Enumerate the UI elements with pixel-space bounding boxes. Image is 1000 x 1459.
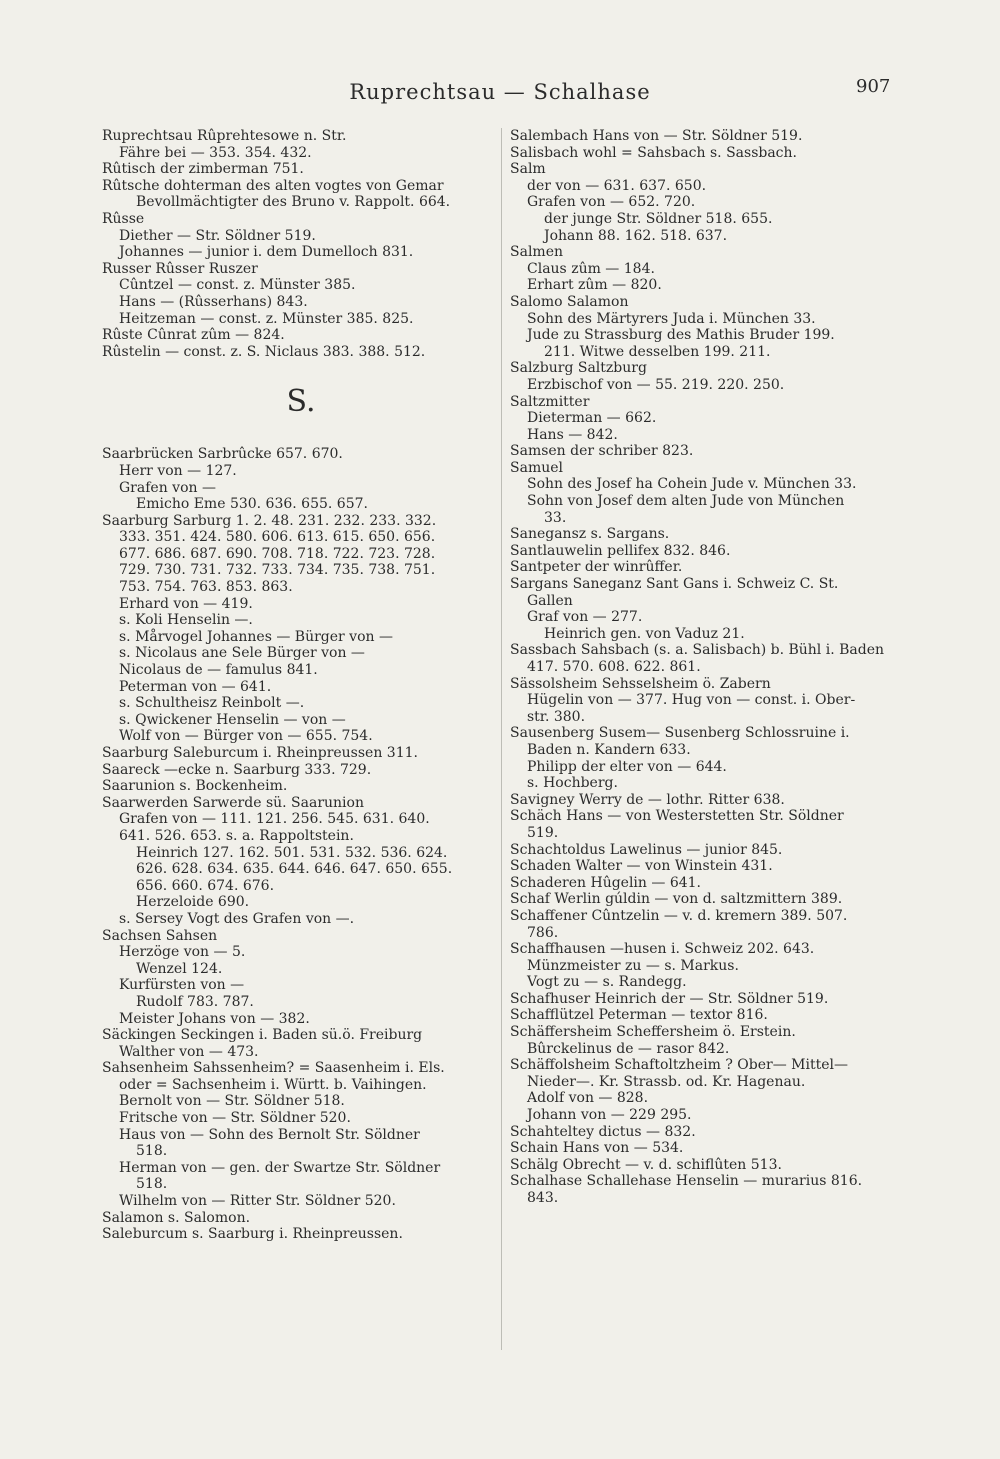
index-entry-line: Sohn des Märtyrers Juda i. München 33. [527,310,816,327]
index-entry-line: str. 380. [527,708,586,725]
index-entry-line: Herr von — 127. [119,462,237,479]
index-entry-line: Erhart zûm — 820. [527,277,662,294]
index-entry-line: Savigney Werry de — lothr. Ritter 638. [510,791,785,808]
index-entry-line: Herzeloide 690. [136,894,250,911]
index-entry-line: Walther von — 473. [119,1043,259,1060]
index-entry-line: Wilhelm von — Ritter Str. Söldner 520. [119,1193,396,1210]
index-entry-line: Saarburg Saleburcum i. Rheinpreussen 311. [102,745,418,761]
index-entry-line: Schäffolsheim Schaftoltzheim ? Ober— Mittel— [510,1057,849,1074]
index-entry-line: Schafhuser Heinrich der — Str. Söldner 519. [510,990,829,1007]
index-entry-line: Schaden Walter — von Winstein 431. [510,858,773,875]
index-entry-line: s. Schultheisz Reinbolt —. [119,695,305,712]
index-entry-line: Salisbach wohl = Sahsbach s. Sassbach. [510,144,797,161]
index-entry-line: 753. 754. 763. 853. 863. [119,579,293,596]
index-entry-line: Nicolaus de — famulus 841. [119,662,318,679]
index-entry-line: Saarburg Sarburg 1. 2. 48. 231. 232. 233. 332. [102,512,437,529]
index-entry-line: Emicho Eme 530. 636. 655. 657. [136,496,368,513]
index-entry-line: Vogt zu — s. Randegg. [527,974,687,991]
index-entry-line: 677. 686. 687. 690. 708. 718. 722. 723. 728. [119,545,436,562]
index-entry-line: Bernolt von — Str. Söldner 518. [119,1093,345,1110]
index-entry-line: Schaffhausen —husen i. Schweiz 202. 643. [510,941,815,958]
index-entry-line: Russer Rûsser Ruszer [102,260,258,277]
index-entry-line: Philipp der elter von — 644. [527,758,727,775]
index-entry-line: Samsen der schriber 823. [510,443,694,460]
index-entry-line: Schaffener Cûntzelin — v. d. kremern 389. 507. [510,907,848,924]
index-entry-line: Rûtsche dohterman des alten vogtes von Gemar [102,177,444,194]
page-number: 907 [856,76,891,97]
index-entry-line: Saarwerden Sarwerde sü. Saarunion [102,794,364,811]
index-entry-line: Herzöge von — 5. [119,944,246,961]
index-entry-line: Heinrich 127. 162. 501. 531. 532. 536. 624. [136,844,448,861]
index-entry-line: Salamon s. Salomon. [102,1209,251,1226]
index-entry-line: Wenzel 124. [136,960,223,977]
index-entry-line: Sargans Saneganz Sant Gans i. Schweiz C. St. [510,576,839,593]
index-entry-line: Sahsenheim Sahssenheim? = Saasenheim i. Els. [102,1060,445,1077]
index-entry-line: Bûrckelinus de — rasor 842. [527,1040,730,1057]
index-entry-line: Fähre bei — 353. 354. 432. [119,144,312,161]
left-column [102,128,500,1243]
index-entry-line: Johann 88. 162. 518. 637. [544,227,728,244]
index-entry-line: Salmen [510,244,563,261]
index-entry-line: s. Mårvogel Johannes — Bürger von — [119,628,393,645]
index-entry-line: 518. [136,1143,168,1160]
index-entry-line: 656. 660. 674. 676. [136,877,275,894]
index-entry-line: Sohn des Josef ha Cohein Jude v. München 33. [527,476,857,493]
index-entry-line: Salembach Hans von — Str. Söldner 519. [510,128,803,144]
index-entry-line: Erhard von — 419. [119,595,253,612]
index-entry-line: Rudolf 783. 787. [136,993,254,1010]
index-entry-line: Ruprechtsau Rûprehtesowe n. Str. [102,128,347,144]
index-entry-line: 417. 570. 608. 622. 861. [527,659,701,675]
index-entry-line: 211. Witwe desselben 199. 211. [544,343,771,360]
index-entry-line: s. Nicolaus ane Sele Bürger von — [119,645,365,662]
index-entry-line: s. Sersey Vogt des Grafen von —. [119,910,355,927]
right-column [510,128,920,1207]
index-entry-line: Jude zu Strassburg des Mathis Bruder 199. [527,327,835,344]
index-entry-line: Schalhase Schallehase Henselin — murarius 816. [510,1173,863,1190]
index-entry-line: Saleburcum s. Saarburg i. Rheinpreussen. [102,1226,403,1243]
index-entry-line: Rûtisch der zimberman 751. [102,161,304,178]
index-entry-line: Graf von — 277. [527,609,643,626]
index-entry-line: Peterman von — 641. [119,678,272,695]
index-entry-line: s. Qwickener Henselin — von — [119,711,346,728]
index-entry-line: Dieterman — 662. [527,410,657,427]
index-entry-line: Haus von — Sohn des Bernolt Str. Söldner [119,1126,420,1143]
index-entry-line: oder = Sachsenheim i. Württ. b. Vaihingen. [119,1076,427,1093]
index-entry-line: Salzburg Saltzburg [510,360,647,377]
index-entry-line: Sassbach Sahsbach (s. a. Salisbach) b. Bühl i. Baden [510,642,885,659]
index-entry-line: der junge Str. Söldner 518. 655. [544,210,773,227]
index-entry-line: Hans — 842. [527,426,618,443]
index-entry-line: 518. [136,1176,168,1193]
index-entry-line: Claus zûm — 184. [527,260,655,277]
index-entry-line: Fritsche von — Str. Söldner 520. [119,1110,351,1127]
index-entry-line: Heitzeman — const. z. Münster 385. 825. [119,310,414,327]
index-entry-line: Heinrich gen. von Vaduz 21. [544,625,745,642]
index-entry-line: Kurfürsten von — [119,977,245,994]
index-entry-line: 333. 351. 424. 580. 606. 613. 615. 650. 656. [119,529,436,546]
index-entry-line: Schälg Obrecht — v. d. schiflûten 513. [510,1156,782,1173]
index-entry-line: 519. [527,824,559,841]
index-entry-line: Saarunion s. Bockenheim. [102,778,288,795]
index-entry-line: Salomo Salamon [510,293,629,310]
index-entry-line: Bevollmächtigter des Bruno v. Rappolt. 664. [136,194,451,211]
index-entry-line: Diether — Str. Söldner 519. [119,227,316,244]
index-entry-line: Rûstelin — const. z. S. Niclaus 383. 388. 512. [102,343,426,360]
index-entry-line: Samuel [510,459,563,476]
index-entry-line: Nieder—. Kr. Strassb. od. Kr. Hagenau. [527,1073,806,1090]
index-entry-line: s. Hochberg. [527,775,618,792]
index-entry-line: Schäffersheim Scheffersheim ö. Erstein. [510,1024,796,1041]
index-entry-line: Säckingen Seckingen i. Baden sü.ö. Freiburg [102,1027,423,1044]
page-title: Ruprechtsau — Schalhase [349,80,651,104]
index-entry-line: 33. [544,509,567,526]
index-entry-line: Sohn von Josef dem alten Jude von München [527,493,845,510]
index-entry-line: Hans — (Rûsserhans) 843. [119,293,308,310]
index-entry-line: Saarbrücken Sarbrûcke 657. 670. [102,446,343,463]
index-entry-line: Saareck —ecke n. Saarburg 333. 729. [102,761,372,778]
index-entry-line: Hügelin von — 377. Hug von — const. i. Ober- [527,692,856,709]
index-entry-line: Meister Johans von — 382. [119,1010,310,1027]
index-entry-line: Johannes — junior i. dem Dumelloch 831. [119,244,414,261]
index-entry-line: Johann von — 229 295. [527,1107,692,1124]
index-entry-line: 843. [527,1190,559,1206]
index-entry-line: 786. [527,924,559,941]
index-entry-line: Schafflützel Peterman — textor 816. [510,1007,768,1024]
index-entry-line: Rûsse [102,210,145,227]
left-top-entries [102,128,500,360]
index-entry-line: Adolf von — 828. [527,1090,649,1107]
index-entry-line: Grafen von — 111. 121. 256. 545. 631. 640. [119,811,430,828]
right-entries [510,128,920,1207]
index-entry-line: Münzmeister zu — s. Markus. [527,957,739,974]
index-entry-line: Sanegansz s. Sargans. [510,526,670,543]
index-entry-line: Sachsen Sahsen [102,927,218,944]
index-entry-line: Herman von — gen. der Swartze Str. Söldner [119,1159,441,1176]
index-entry-line: Schahteltey dictus — 832. [510,1123,696,1140]
index-entry-line: Schaderen Hûgelin — 641. [510,874,702,891]
index-entry-line: der von — 631. 637. 650. [527,177,707,194]
index-entry-line: Saltzmitter [510,393,590,410]
index-entry-line: Schachtoldus Lawelinus — junior 845. [510,841,783,858]
index-entry-line: Sausenberg Susem— Susenberg Schlossruine i. [510,725,850,742]
index-entry-line: 641. 526. 653. s. a. Rappoltstein. [119,827,354,844]
left-bottom-entries [102,446,500,1243]
index-entry-line: Santlauwelin pellifex 832. 846. [510,542,731,559]
index-entry-line: Santpeter der winrûffer. [510,559,683,576]
index-entry-line: Schain Hans von — 534. [510,1140,684,1157]
index-entry-line: Wolf von — Bürger von — 655. 754. [119,728,373,745]
index-entry-line: 626. 628. 634. 635. 644. 646. 647. 650. 655. [136,861,453,878]
index-entry-line: Erzbischof von — 55. 219. 220. 250. [527,376,785,393]
index-entry-line: Salm [510,161,546,178]
index-entry-line: Schaf Werlin gúldin — von d. saltzmittern 389. [510,891,843,908]
column-divider [501,128,502,1350]
index-entry-line: s. Koli Henselin —. [119,612,253,629]
index-entry-line: 729. 730. 731. 732. 733. 734. 735. 738. 751. [119,562,436,579]
index-entry-line: Baden n. Kandern 633. [527,741,691,758]
index-entry-line: Cûntzel — const. z. Münster 385. [119,277,356,294]
index-entry-line: Sässolsheim Sehsselsheim ö. Zabern [510,675,771,692]
index-entry-line: Rûste Cûnrat zûm — 824. [102,327,285,344]
index-entry-line: Gallen [527,592,573,609]
index-entry-line: Grafen von — 652. 720. [527,194,696,211]
section-letter: S. [286,384,316,420]
index-entry-line: Grafen von — [119,479,216,496]
index-entry-line: Schäch Hans — von Westerstetten Str. Söldner [510,808,844,825]
